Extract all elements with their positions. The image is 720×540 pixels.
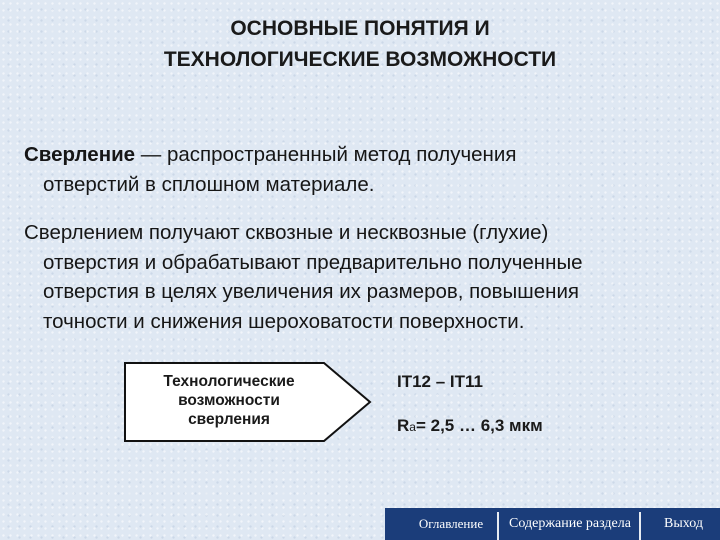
contents-button[interactable]: Оглавление bbox=[418, 516, 484, 531]
description-line-1: Сверлением получают сквозные и несквозные (глухие) bbox=[24, 221, 549, 244]
description-line-2: отверстия и обрабатывают предварительно полученные bbox=[43, 250, 583, 274]
description-paragraph bbox=[24, 218, 704, 336]
roughness-subscript: a bbox=[409, 420, 416, 434]
roughness-spec bbox=[397, 416, 543, 436]
section-contents-button[interactable]: Содержание раздела bbox=[509, 516, 631, 531]
accuracy-spec: IT12 – IT11 bbox=[397, 372, 483, 391]
arrow-label-line-2: возможности bbox=[178, 392, 280, 409]
definition-text: — распространенный метод получения bbox=[135, 143, 517, 166]
footer-divider bbox=[497, 512, 499, 540]
exit-button[interactable]: Выход bbox=[664, 516, 703, 531]
arrow-label-line-3: сверления bbox=[188, 411, 270, 428]
arrow-label bbox=[124, 372, 334, 429]
roughness-symbol: R bbox=[397, 416, 410, 435]
slide-title-line-2: ТЕХНОЛОГИЧЕСКИЕ ВОЗМОЖНОСТИ bbox=[163, 48, 557, 71]
definition-paragraph bbox=[24, 140, 704, 199]
definition-term: Сверление bbox=[24, 143, 136, 166]
definition-line-1 bbox=[24, 140, 704, 170]
roughness-value: = 2,5 … 6,3 мкм bbox=[415, 416, 543, 435]
description-line-4: точности и снижения шероховатости поверхности. bbox=[43, 309, 525, 333]
definition-line-2: отверстий в сплошном материале. bbox=[43, 172, 375, 196]
slide-title bbox=[0, 13, 720, 75]
footer-nav-bar bbox=[385, 508, 720, 540]
footer-divider bbox=[639, 512, 641, 540]
arrow-label-line-1: Технологические bbox=[163, 373, 295, 390]
description-line-3: отверстия в целях увеличения их размеров, повышения bbox=[43, 280, 580, 303]
slide-title-line-1: ОСНОВНЫЕ ПОНЯТИЯ И bbox=[230, 17, 490, 40]
